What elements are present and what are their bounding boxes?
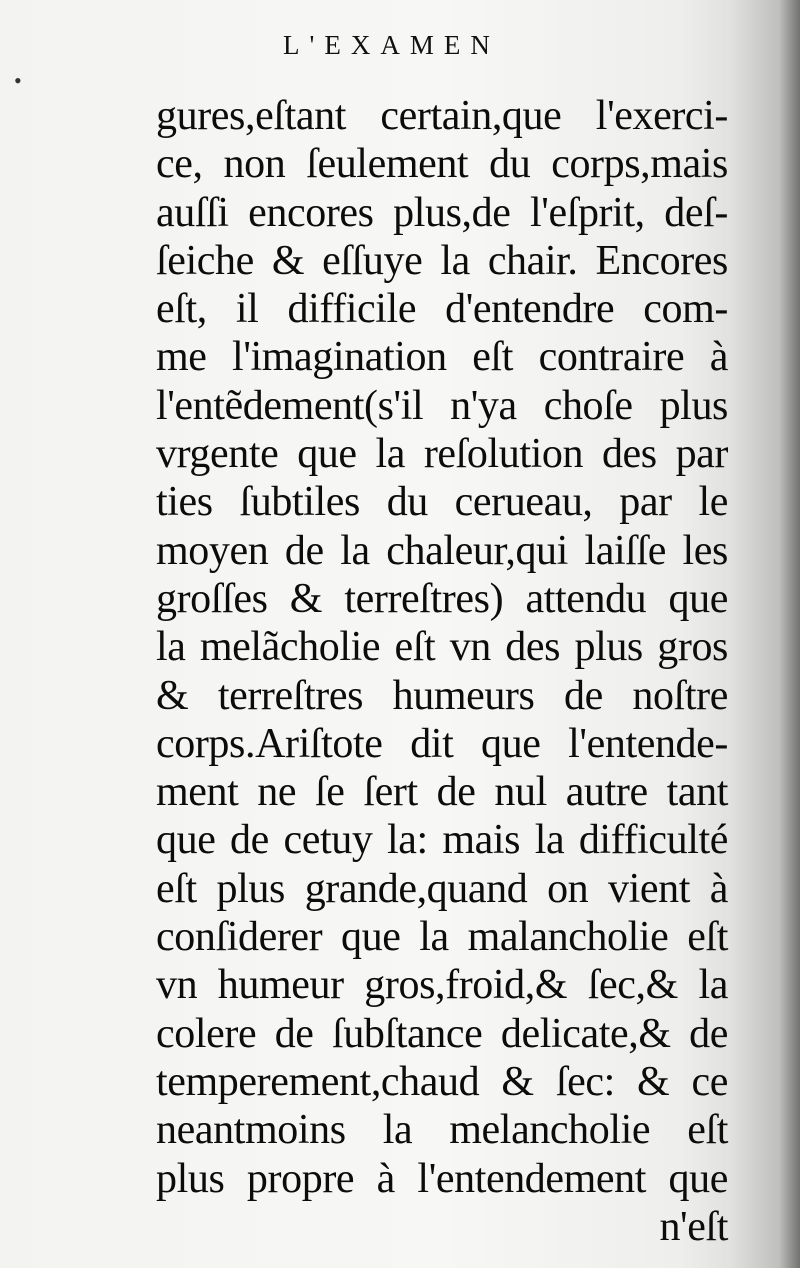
text-line: moyen de la chaleur,qui laiſſe les — [156, 527, 728, 574]
text-line: auſſi encores plus,de l'eſprit, deſ- — [156, 189, 728, 236]
text-line: plus propre à l'entendement que — [156, 1155, 728, 1202]
text-line: gures,eſtant certain,que l'exerci- — [156, 93, 728, 139]
text-line: & terreſtres humeurs de noſtre — [156, 672, 728, 719]
running-head: L'EXAMEN — [283, 30, 500, 60]
margin-mark: • — [14, 68, 22, 93]
text-line: groſſes & terreſtres) attendu que — [156, 575, 728, 622]
text-line: conſiderer que la malancholie eſt — [156, 914, 728, 961]
text-line: corps.Ariſtote dit que l'entende- — [156, 720, 728, 767]
page-gutter-shadow — [730, 0, 800, 1268]
text-line: l'entẽdement(s'il n'ya choſe plus — [156, 382, 728, 429]
text-line: vn humeur gros,froid,& ſec,& la — [156, 962, 728, 1009]
text-line: colere de ſubſtance delicate,& de — [156, 1010, 728, 1057]
text-line: vrgente que la reſolution des par — [156, 431, 728, 478]
text-line: me l'imagination eſt contraire à — [156, 334, 728, 381]
text-line: ment ne ſe ſert de nul autre tant — [156, 769, 728, 816]
body-text — [156, 92, 728, 1251]
text-line: ſeiche & eſſuye la chair. Encores — [156, 237, 728, 284]
text-line: que de cetuy la: mais la difficulté — [156, 817, 728, 864]
text-line: eſt plus grande,quand on vient à — [156, 865, 728, 912]
catchword: n'eſt — [659, 1203, 728, 1250]
text-line: eſt, il difficile d'entendre com- — [156, 286, 728, 333]
text-line: ties ſubtiles du cerueau, par le — [156, 479, 728, 526]
text-line: temperement,chaud & ſec: & ce — [156, 1058, 728, 1105]
text-line: la melãcholie eſt vn des plus gros — [156, 624, 728, 671]
text-line: neantmoins la melancholie eſt — [156, 1107, 728, 1154]
text-line: ce, non ſeulement du corps,mais — [156, 141, 728, 188]
